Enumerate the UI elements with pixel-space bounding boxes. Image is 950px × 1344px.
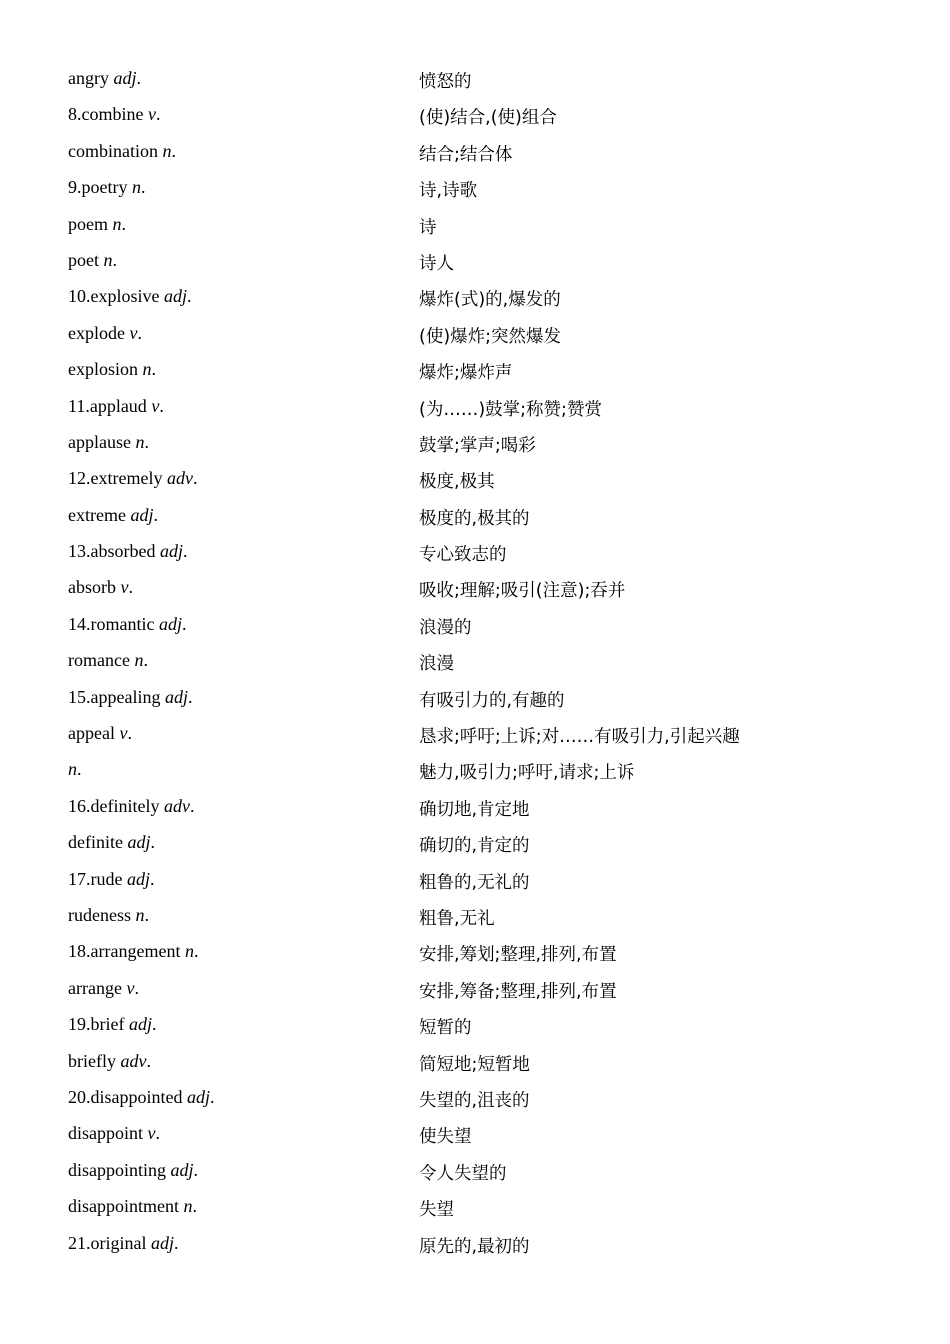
chinese-meaning: 粗鲁的,无礼的 bbox=[419, 872, 530, 893]
chinese-meaning: 吸收;理解;吸引(注意);吞并 bbox=[419, 581, 626, 602]
chinese-meaning: 失望 bbox=[419, 1200, 454, 1221]
english-term bbox=[68, 614, 187, 635]
chinese-meaning: 爆炸(式)的,爆发的 bbox=[419, 290, 561, 311]
part-of-speech: n bbox=[142, 359, 152, 380]
pos-period: . bbox=[137, 322, 142, 343]
pos-period: . bbox=[159, 395, 164, 416]
english-term bbox=[68, 1160, 198, 1181]
part-of-speech: adj bbox=[130, 504, 154, 525]
pos-period: . bbox=[188, 686, 193, 707]
vocab-entry bbox=[68, 863, 868, 899]
english-term bbox=[68, 796, 194, 817]
part-of-speech: adj bbox=[128, 1014, 152, 1035]
english-term bbox=[68, 250, 117, 271]
vocab-entry bbox=[68, 462, 868, 498]
part-of-speech: adj bbox=[164, 686, 188, 707]
chinese-meaning: 安排,筹划;整理,排列,布置 bbox=[419, 945, 617, 966]
pos-period: . bbox=[150, 868, 155, 889]
word: 14.romantic bbox=[68, 613, 159, 634]
word: 9.poetry bbox=[68, 177, 132, 198]
word: appeal bbox=[68, 723, 120, 744]
part-of-speech: n bbox=[103, 249, 113, 270]
pos-period: . bbox=[193, 1159, 199, 1180]
part-of-speech: v bbox=[151, 395, 160, 416]
part-of-speech: adj bbox=[126, 868, 150, 889]
pos-period: . bbox=[192, 468, 198, 489]
vocab-entry bbox=[68, 535, 868, 571]
part-of-speech: v bbox=[147, 104, 156, 125]
vocab-entry bbox=[68, 353, 868, 389]
vocab-entry bbox=[68, 390, 868, 426]
vocab-entry bbox=[68, 935, 868, 971]
part-of-speech: n bbox=[68, 759, 77, 780]
word: 12.extremely bbox=[68, 468, 167, 489]
pos-period: . bbox=[150, 832, 155, 853]
english-term bbox=[68, 505, 158, 526]
chinese-meaning: (使)爆炸;突然爆发 bbox=[419, 326, 562, 347]
pos-period: . bbox=[187, 286, 192, 307]
chinese-meaning: 失望的,沮丧的 bbox=[419, 1090, 530, 1111]
pos-period: . bbox=[121, 213, 126, 234]
pos-period: . bbox=[192, 1196, 197, 1217]
part-of-speech: v bbox=[126, 977, 135, 998]
vocab-entry bbox=[68, 244, 868, 280]
chinese-meaning: 极度,极其 bbox=[419, 472, 495, 493]
pos-period: . bbox=[146, 1050, 151, 1071]
part-of-speech: adj bbox=[158, 613, 182, 634]
pos-period: . bbox=[136, 68, 141, 88]
chinese-meaning: 使失望 bbox=[419, 1127, 472, 1148]
part-of-speech: adj bbox=[170, 1159, 194, 1180]
chinese-meaning: 恳求;呼吁;上诉;对……有吸引力,引起兴趣 bbox=[419, 727, 740, 748]
chinese-meaning: 短暂的 bbox=[419, 1018, 472, 1039]
chinese-meaning: 确切的,肯定的 bbox=[419, 836, 530, 857]
vocab-entry bbox=[68, 98, 868, 134]
chinese-meaning: 诗 bbox=[419, 217, 437, 238]
part-of-speech: adj bbox=[151, 1232, 175, 1253]
english-term bbox=[68, 541, 188, 562]
word: 20.disappointed bbox=[68, 1086, 187, 1107]
part-of-speech: v bbox=[120, 577, 129, 598]
english-term bbox=[68, 323, 142, 344]
part-of-speech: n bbox=[162, 140, 172, 161]
pos-period: . bbox=[153, 504, 158, 525]
word: extreme bbox=[68, 504, 131, 525]
vocab-entry bbox=[68, 499, 868, 535]
word: disappointing bbox=[68, 1159, 171, 1180]
english-term bbox=[68, 759, 82, 780]
chinese-meaning: 愤怒的 bbox=[419, 72, 472, 92]
pos-period: . bbox=[174, 1232, 179, 1253]
word: absorb bbox=[68, 577, 121, 598]
english-term bbox=[68, 1087, 215, 1108]
pos-period: . bbox=[140, 177, 146, 198]
pos-period: . bbox=[155, 104, 161, 125]
english-term bbox=[68, 905, 149, 926]
vocab-entry bbox=[68, 681, 868, 717]
pos-period: . bbox=[193, 941, 199, 962]
english-term bbox=[68, 141, 176, 162]
english-term bbox=[68, 468, 197, 489]
vocab-entry bbox=[68, 62, 868, 98]
chinese-meaning: 浪漫 bbox=[419, 654, 454, 675]
part-of-speech: adj bbox=[159, 541, 183, 562]
word: disappoint bbox=[68, 1123, 148, 1144]
pos-period: . bbox=[112, 249, 117, 270]
part-of-speech: n bbox=[131, 177, 141, 198]
word: 21.original bbox=[68, 1232, 151, 1253]
part-of-speech: adv bbox=[163, 795, 190, 816]
vocab-entry bbox=[68, 280, 868, 316]
word: arrange bbox=[68, 977, 127, 998]
chinese-meaning: 粗鲁,无礼 bbox=[419, 908, 495, 929]
word: applause bbox=[68, 431, 136, 452]
word: romance bbox=[68, 650, 135, 671]
vocab-entry bbox=[68, 826, 868, 862]
english-term bbox=[68, 68, 141, 89]
pos-period: . bbox=[77, 759, 82, 780]
english-term bbox=[68, 832, 155, 853]
chinese-meaning: (使)结合,(使)组合 bbox=[419, 108, 557, 129]
vocab-entry bbox=[68, 1117, 868, 1153]
vocab-entry bbox=[68, 135, 868, 171]
part-of-speech: n bbox=[183, 1196, 193, 1217]
english-term bbox=[68, 577, 133, 598]
chinese-meaning: 鼓掌;掌声;喝彩 bbox=[419, 435, 536, 456]
chinese-meaning: 极度的,极其的 bbox=[419, 508, 530, 529]
vocab-entry bbox=[68, 644, 868, 680]
part-of-speech: v bbox=[147, 1123, 156, 1144]
vocab-entry bbox=[68, 571, 868, 607]
english-term bbox=[68, 978, 139, 999]
chinese-meaning: 有吸引力的,有趣的 bbox=[419, 690, 565, 711]
english-term bbox=[68, 1051, 151, 1072]
word: definite bbox=[68, 832, 128, 853]
pos-period: . bbox=[183, 541, 188, 562]
vocab-entry bbox=[68, 1081, 868, 1117]
pos-period: . bbox=[152, 1014, 157, 1035]
vocab-entry bbox=[68, 717, 868, 753]
word: 19.brief bbox=[68, 1014, 129, 1035]
pos-period: . bbox=[155, 1123, 160, 1144]
word: 15.appealing bbox=[68, 686, 165, 707]
chinese-meaning: 令人失望的 bbox=[419, 1163, 507, 1184]
english-term bbox=[68, 1123, 160, 1144]
english-term bbox=[68, 214, 126, 235]
chinese-meaning: 浪漫的 bbox=[419, 617, 472, 638]
english-term bbox=[68, 1196, 197, 1217]
part-of-speech: adj bbox=[113, 68, 137, 88]
chinese-meaning: 结合;结合体 bbox=[419, 144, 513, 165]
chinese-meaning: 爆炸;爆炸声 bbox=[419, 363, 513, 384]
pos-period: . bbox=[128, 577, 133, 598]
chinese-meaning: (为……)鼓掌;称赞;赞赏 bbox=[419, 399, 602, 420]
pos-period: . bbox=[144, 904, 149, 925]
vocab-entry bbox=[68, 426, 868, 462]
word: 18.arrangement bbox=[68, 941, 185, 962]
word: 16.definitely bbox=[68, 795, 164, 816]
chinese-meaning: 安排,筹备;整理,排列,布置 bbox=[419, 981, 617, 1002]
pos-period: . bbox=[134, 977, 139, 998]
pos-period: . bbox=[144, 431, 149, 452]
english-term bbox=[68, 1233, 179, 1254]
vocabulary-list bbox=[68, 62, 868, 1263]
word: rudeness bbox=[68, 904, 136, 925]
vocab-entry bbox=[68, 972, 868, 1008]
part-of-speech: adv bbox=[120, 1050, 147, 1071]
english-term bbox=[68, 432, 149, 453]
part-of-speech: v bbox=[119, 723, 128, 744]
vocab-entry bbox=[68, 753, 868, 789]
english-term bbox=[68, 1014, 157, 1035]
word: poem bbox=[68, 213, 113, 234]
chinese-meaning: 诗,诗歌 bbox=[419, 181, 478, 202]
word: disappointment bbox=[68, 1196, 184, 1217]
vocab-entry bbox=[68, 899, 868, 935]
word: 8.combine bbox=[68, 104, 148, 125]
english-term bbox=[68, 869, 155, 890]
chinese-meaning: 原先的,最初的 bbox=[419, 1236, 530, 1257]
english-term bbox=[68, 941, 198, 962]
english-term bbox=[68, 650, 148, 671]
word: angry bbox=[68, 68, 114, 88]
word: poet bbox=[68, 249, 104, 270]
vocab-entry bbox=[68, 208, 868, 244]
pos-period: . bbox=[210, 1086, 215, 1107]
vocab-entry bbox=[68, 171, 868, 207]
vocab-entry bbox=[68, 1154, 868, 1190]
part-of-speech: n bbox=[134, 650, 144, 671]
part-of-speech: v bbox=[129, 322, 138, 343]
word: 17.rude bbox=[68, 868, 127, 889]
vocab-entry bbox=[68, 1045, 868, 1081]
pos-period: . bbox=[189, 795, 195, 816]
english-term bbox=[68, 687, 193, 708]
part-of-speech: n bbox=[135, 904, 145, 925]
vocab-entry bbox=[68, 608, 868, 644]
pos-period: . bbox=[182, 613, 187, 634]
word: explode bbox=[68, 322, 130, 343]
english-term bbox=[68, 104, 160, 125]
part-of-speech: n bbox=[135, 431, 145, 452]
english-term bbox=[68, 286, 192, 307]
word: combination bbox=[68, 140, 163, 161]
part-of-speech: n bbox=[112, 213, 122, 234]
chinese-meaning: 简短地;短暂地 bbox=[419, 1054, 530, 1075]
pos-period: . bbox=[151, 359, 156, 380]
english-term bbox=[68, 359, 156, 380]
vocab-entry bbox=[68, 1227, 868, 1263]
pos-period: . bbox=[127, 723, 132, 744]
vocab-entry bbox=[68, 1190, 868, 1226]
word: explosion bbox=[68, 359, 143, 380]
word: 10.explosive bbox=[68, 286, 164, 307]
english-term bbox=[68, 723, 132, 744]
part-of-speech: adj bbox=[187, 1086, 211, 1107]
part-of-speech: adv bbox=[166, 468, 193, 489]
word: 11.applaud bbox=[68, 395, 152, 416]
word: 13.absorbed bbox=[68, 541, 160, 562]
chinese-meaning: 确切地,肯定地 bbox=[419, 799, 530, 820]
word: briefly bbox=[68, 1050, 121, 1071]
part-of-speech: n bbox=[184, 941, 194, 962]
part-of-speech: adj bbox=[127, 832, 151, 853]
pos-period: . bbox=[143, 650, 148, 671]
english-term bbox=[68, 177, 145, 198]
part-of-speech: adj bbox=[164, 286, 188, 307]
english-term bbox=[68, 396, 164, 417]
vocab-entry bbox=[68, 1008, 868, 1044]
chinese-meaning: 专心致志的 bbox=[419, 545, 507, 566]
chinese-meaning: 魅力,吸引力;呼吁,请求;上诉 bbox=[419, 763, 635, 784]
chinese-meaning: 诗人 bbox=[419, 253, 454, 274]
vocab-entry bbox=[68, 317, 868, 353]
vocab-entry bbox=[68, 790, 868, 826]
pos-period: . bbox=[171, 140, 176, 161]
